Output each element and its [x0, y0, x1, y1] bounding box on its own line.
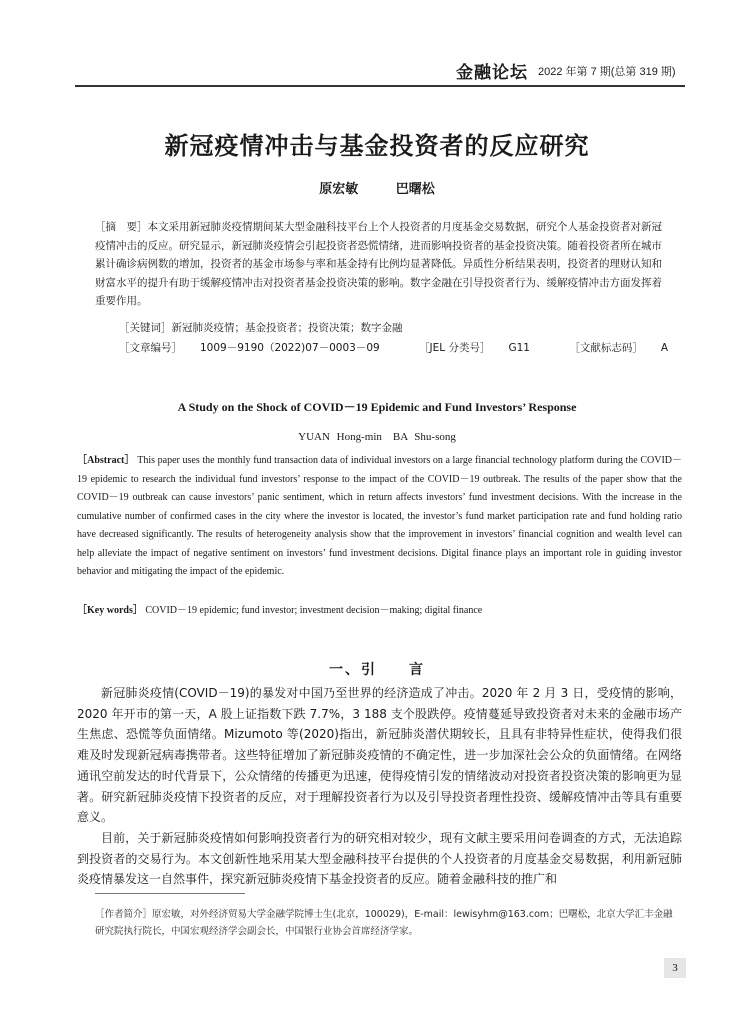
journal-name: 金融论坛 [456, 63, 528, 83]
jel-value: G11 [508, 342, 530, 354]
english-authors: YUAN Hong-min BA Shu-song [298, 431, 456, 443]
english-keywords-text: COVID－19 epidemic; fund investor; investment decision－making; digital finance [145, 605, 483, 616]
issue-info: 2022 年第 7 期(总第 319 期) [538, 66, 676, 78]
article-no [119, 342, 398, 354]
article-meta-line [119, 340, 704, 355]
footnote-label: ［作者简介］ [95, 909, 153, 920]
authors: 原宏敏 巴曙松 [319, 182, 435, 197]
doc-code-value: A [660, 342, 669, 354]
english-keywords [77, 601, 682, 616]
section-body [77, 683, 682, 890]
doc-code-label: ［文献标志码］ [569, 342, 643, 354]
section-heading: 一、引 言 [329, 662, 425, 678]
doc-code [569, 342, 686, 354]
header-rule [75, 85, 685, 87]
english-keywords-label: ［Key words］ [77, 605, 143, 616]
cn-abstract-label: ［摘 要］ [95, 221, 148, 233]
english-abstract-label: ［Abstract］ [77, 455, 135, 466]
cn-abstract [95, 218, 665, 311]
english-abstract [77, 452, 682, 582]
article-no-label: ［文章编号］ [119, 342, 182, 354]
article-no-value: 1009－9190（2022)07－0003－09 [200, 342, 380, 354]
footnote-rule [95, 893, 245, 894]
english-title: A Study on the Shock of COVID－19 Epidemic and Fund Investors’ Response [177, 400, 577, 414]
keywords-label: ［关键词］ [119, 322, 172, 334]
keywords-line [119, 320, 421, 335]
cn-abstract-text: 本文采用新冠肺炎疫情期间某大型金融科技平台上个人投资者的月度基金交易数据，研究个人基金投资者对新冠疫情冲击的反应。研究显示，新冠肺炎疫情会引起投资者恐慌情绪，进而影响投资者的基金投资决策。随着投资者所在城市累计确诊病例数的增加，投资者的基金市场参与率和基金持有比例均显著降低。异质性分析结果表明，投资者的理财认知和财富水平的提升有助于缓解疫情冲击对投资者基金投资决策的影响。数字金融在引导投资者行为、缓解疫情冲击方面发挥着重要作用。 [95, 221, 662, 307]
paragraph: 新冠肺炎疫情(COVID－19)的暴发对中国乃至世界的经济造成了冲击。2020 年 2 月 3 日，受疫情的影响，2020 年开市的第一天，A 股上证指数下跌 7.7%，3 188 支个股跌停。疫情蔓延导致投资者对未来的金融市场产生焦虑、恐慌等负面情绪。Mizumoto 等(2020)指出，新冠肺炎潜伏期较长，且具有非特异性症状，使得我们很难及时发现新冠病毒携带者。这些特征增加了新冠肺炎疫情的不确定性，进一步加深社会公众的负面情绪。在网络通讯空前发达的时代背景下，公众情绪的传播更为迅速，使得疫情引发的情绪波动对投资者投资决策的影响更为显著。研究新冠肺炎疫情下投资者的反应，对于理解投资者行为以及引导投资者理性投资、缓解疫情冲击等具有重要意义。 [77, 686, 682, 825]
footnote-text: 原宏敏，对外经济贸易大学金融学院博士生(北京，100029)，E-mail：lewisyhm@163.com；巴曙松，北京大学汇丰金融研究院执行院长，中国宏观经济学会副会长，中国银行业协会首席经济学家。 [95, 909, 673, 937]
paragraph: 目前，关于新冠肺炎疫情如何影响投资者行为的研究相对较少，现有文献主要采用问卷调查的方式，无法追踪到投资者的交易行为。本文创新性地采用某大型金融科技平台提供的个人投资者的月度基金交易数据，利用新冠肺炎疫情暴发这一自然事件，探究新冠肺炎疫情下基金投资者的反应。随着金融科技的推广和 [77, 830, 682, 887]
author-footnote [95, 906, 682, 940]
english-abstract-text: This paper uses the monthly fund transaction data of individual investors on a large financial technology platform during the COVID－19 epidemic to research the individual fund investors’ response to the impact of the COVID－19 outbreak. The results of the paper show that the COVID－19 outbreak can cause investors’ panic sentiment, which in return affects investors’ fund investment decisions. With the increase in the cumulative number of confirmed cases in the city where the investor is located, the investor’s fund market participation rate and fund holding ratio have decreased significantly. The results of heterogeneity analysis show that the improvement in investors’ financial cognition and wealth level can help alleviate the impact of negative sentiment on investors’ fund investment decisions. Digital finance plays an important role in guiding investor behavior and mitigating the impact of the epidemic. [77, 455, 683, 577]
page-number: 3 [664, 958, 686, 978]
jel-label: ［JEL 分类号］ [419, 342, 491, 354]
article-title: 新冠疫情冲击与基金投资者的反应研究 [164, 132, 590, 160]
keywords-text: 新冠肺炎疫情；基金投资者；投资决策；数字金融 [171, 322, 403, 334]
jel-code [419, 342, 548, 354]
